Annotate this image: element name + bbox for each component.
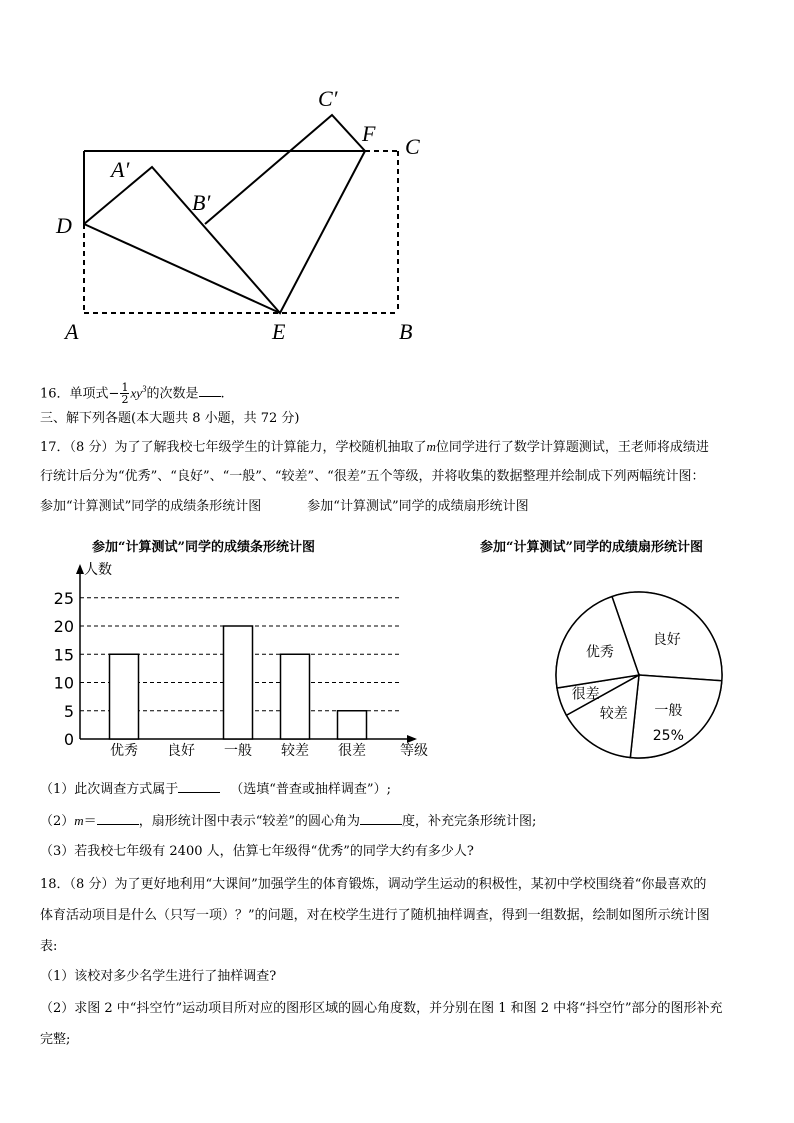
q18-line-1: 18．（8 分）为了更好地利用“大课间”加强学生的体育锻炼，调动学生运动的积极性，某初中学校围绕着“你最喜欢的 (40, 877, 707, 892)
label-E: E (272, 319, 286, 344)
pie-slice-percent: 25% (652, 727, 684, 744)
q16-end: . (220, 386, 225, 402)
x-tick-label: 较差 (281, 743, 309, 759)
label-D: D (56, 213, 72, 238)
q16-answer-blank[interactable] (199, 396, 221, 397)
q17-sub2-eq: ＝ (83, 814, 97, 829)
q16-minus: − (108, 386, 120, 402)
bar (281, 654, 310, 739)
q16-exp: 3 (142, 384, 147, 394)
y-tick-label: 15 (53, 645, 74, 665)
bar (224, 626, 253, 739)
q17-sub-2 (40, 812, 536, 831)
q17-caption-pie: 参加“计算测试”同学的成绩扇形统计图 (307, 499, 529, 514)
q17-line-2: 行统计后分为“优秀”、“良好”、“一般”、“较差”、“很差”五个等级，并将收集的数据整理并绘制成下列两幅统计图： (40, 469, 705, 484)
label-C-prime: C′ (318, 86, 338, 111)
section-3-heading: 三、解下列各题(本大题共 8 小题，共 72 分) (40, 411, 300, 426)
q16-fraction (120, 382, 129, 405)
fold-lines (84, 115, 365, 313)
y-tick-label: 10 (53, 673, 74, 693)
q17-sub2-blank-m[interactable] (97, 824, 139, 825)
x-tick-label: 良好 (167, 743, 195, 759)
pie-slice-label: 很差 (571, 686, 600, 703)
q16-frac-num: 1 (121, 381, 129, 395)
q17-sub2c: 度，补充完条形统计图; (401, 814, 537, 829)
pie-slice-label: 优秀 (585, 644, 614, 661)
q17-line-1 (40, 438, 709, 457)
label-F: F (362, 121, 376, 146)
q16-frac-den: 2 (121, 393, 129, 407)
y-tick-label: 0 (63, 730, 74, 749)
x-tick-label: 很差 (338, 743, 366, 759)
q18-sub-1: （1）该校对多少名学生进行了抽样调查? (40, 969, 277, 984)
q18-line-3: 表: (40, 939, 58, 954)
q17-sub2-m: m (74, 813, 84, 828)
q18-sub-2a: （2）求图 2 中“抖空竹”运动项目所对应的图形区域的圆心角度数，并分别在图 1 和图 2 中将“抖空竹”部分的图形补充 (40, 1001, 723, 1016)
x-axis-arrow (407, 735, 417, 743)
q17-sub2b: ，扇形统计图中表示“较差”的圆心角为 (138, 814, 360, 829)
label-A-prime: A′ (111, 157, 130, 182)
q17-sub1a: （1）此次调查方式属于 (40, 782, 179, 797)
pie-chart (540, 580, 740, 770)
y-axis-label: 人数 (84, 562, 112, 578)
q17-sub1b: （选填“普查或抽样调查”）; (230, 782, 391, 797)
label-A: A (65, 319, 79, 344)
q17-m: m (426, 439, 436, 454)
q17-sub-3: （3）若我校七年级有 2400 人，估算七年级得“优秀”的同学大约有多少人? (40, 844, 474, 859)
q16-suffix: 的次数是 (146, 386, 199, 402)
q17-sub2a: （2） (40, 814, 75, 829)
x-tick-label: 优秀 (110, 743, 138, 759)
q17-caption-bar: 参加“计算测试”同学的成绩条形统计图 (40, 499, 262, 514)
q18-sub-2b: 完整; (40, 1032, 71, 1047)
q17-line1b: 位同学进行了数学计算题测试，王老师将成绩进 (435, 440, 709, 455)
x-axis-label: 等级 (400, 743, 428, 759)
y-tick-label: 20 (53, 617, 74, 636)
label-C: C (405, 134, 420, 159)
label-B-prime: B′ (192, 190, 211, 215)
q16-prefix: 16．单项式 (40, 386, 109, 402)
y-tick-label: 5 (63, 701, 74, 721)
question-16 (40, 374, 225, 409)
x-tick-label: 一般 (224, 743, 252, 759)
y-tick-label: 25 (53, 588, 74, 608)
pie-chart-title: 参加“计算测试”同学的成绩扇形统计图 (480, 540, 703, 555)
pie-slice-label: 一般 (654, 702, 683, 719)
pie-slice-label: 良好 (652, 631, 681, 648)
bar-chart (40, 556, 440, 766)
y-axis-arrow (76, 564, 84, 574)
q17-line1a: 17．（8 分）为了了解我校七年级学生的计算能力，学校随机抽取了 (40, 440, 427, 455)
bar-chart-title: 参加“计算测试”同学的成绩条形统计图 (92, 540, 315, 555)
q18-line-2: 体育活动项目是什么（只写一项）？”的问题，对在校学生进行了随机抽样调查，得到一组数据，绘制如图所示统计图 (40, 908, 710, 923)
label-B: B (399, 319, 413, 344)
pie-slice-label: 较差 (599, 706, 628, 723)
q17-sub-1 (40, 781, 391, 799)
q16-var: xy (130, 385, 142, 401)
q17-captions (40, 498, 529, 516)
bar (338, 711, 367, 739)
fold-DE (84, 224, 280, 313)
q17-sub2-blank-angle[interactable] (360, 824, 402, 825)
q17-sub1-blank[interactable] (178, 792, 220, 793)
bar (110, 654, 139, 739)
